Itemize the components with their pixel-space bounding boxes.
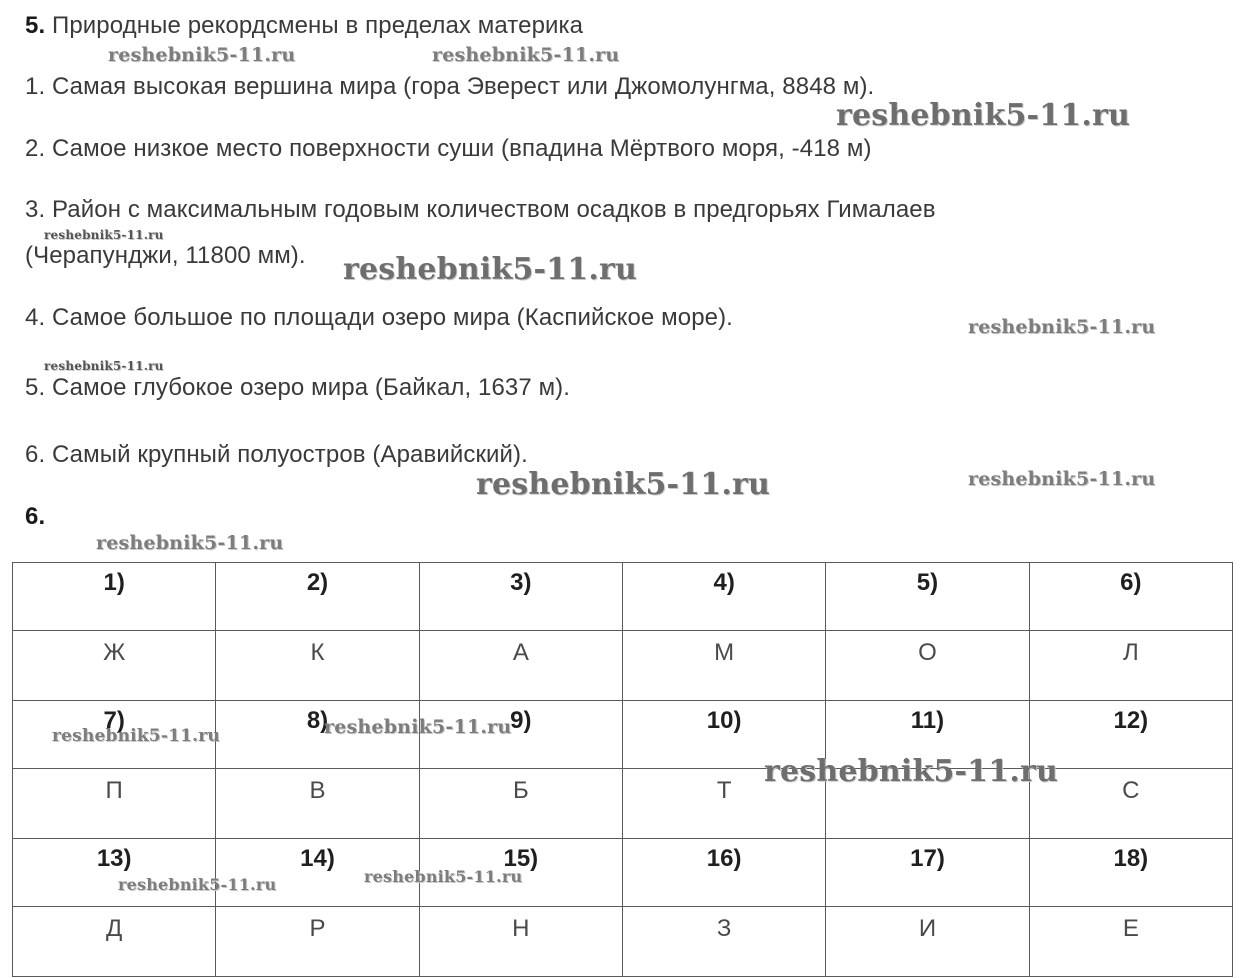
watermark: reshebnik5-11.ru <box>44 359 164 373</box>
watermark: reshebnik5-11.ru <box>764 754 1058 789</box>
grid-cell-label: 14) <box>216 839 419 907</box>
grid-cell-label: 8) <box>216 701 419 769</box>
grid-cell-label: 3) <box>419 563 622 631</box>
grid-cell-value: О <box>826 631 1029 701</box>
grid-cell-value: Р <box>216 907 419 977</box>
grid-cell-label: 12) <box>1029 701 1232 769</box>
grid-cell-label: 6) <box>1029 563 1232 631</box>
task5-number: 5. <box>25 12 46 39</box>
grid-cell-value: Б <box>419 769 622 839</box>
task5-item-2: 2. Самое низкое место поверхности суши (впадина Мёртвого моря, -418 м) <box>25 135 872 162</box>
grid-cell-label: 18) <box>1029 839 1232 907</box>
grid-cell-value: В <box>216 769 419 839</box>
grid-cell-value: Д <box>13 907 216 977</box>
grid-header-row <box>13 839 1233 907</box>
grid-cell-label: 7) <box>13 701 216 769</box>
grid-cell-label: 13) <box>13 839 216 907</box>
grid-cell-value: П <box>13 769 216 839</box>
watermark: reshebnik5-11.ru <box>476 467 770 502</box>
grid-cell-value: Н <box>419 907 622 977</box>
grid-cell-value: Т <box>622 769 825 839</box>
grid-cell-value: С <box>1029 769 1232 839</box>
grid-cell-value: Ж <box>13 631 216 701</box>
watermark: reshebnik5-11.ru <box>968 316 1156 338</box>
watermark: reshebnik5-11.ru <box>836 98 1130 133</box>
watermark: reshebnik5-11.ru <box>968 468 1156 490</box>
grid-cell-value: Е <box>1029 907 1232 977</box>
task5-heading <box>25 12 583 40</box>
grid-cell-label: 16) <box>622 839 825 907</box>
grid-cell-value: И <box>826 907 1029 977</box>
grid-cell-label: 4) <box>622 563 825 631</box>
task5-item-3: 3. Район с максимальным годовым количеством осадков в предгорьях Гималаев <box>25 196 936 223</box>
grid-cell-label: 11) <box>826 701 1029 769</box>
grid-cell-label: 1) <box>13 563 216 631</box>
watermark: reshebnik5-11.ru <box>432 44 620 66</box>
watermark: reshebnik5-11.ru <box>343 252 637 287</box>
watermark: reshebnik5-11.ru <box>52 726 220 746</box>
grid-cell-label: 2) <box>216 563 419 631</box>
task5-item-4: 4. Самое большое по площади озеро мира (Каспийское море). <box>25 304 733 331</box>
grid-cell-label: 15) <box>419 839 622 907</box>
grid-value-row <box>13 907 1233 977</box>
watermark: reshebnik5-11.ru <box>108 44 296 66</box>
watermark: reshebnik5-11.ru <box>118 875 277 894</box>
grid-cell-value: К <box>216 631 419 701</box>
task5-item-3-cont: (Черапунджи, 11800 мм). <box>25 242 306 269</box>
watermark: reshebnik5-11.ru <box>44 228 164 242</box>
task5-item-6: 6. Самый крупный полуостров (Аравийский). <box>25 441 528 468</box>
grid-cell-value: А <box>419 631 622 701</box>
grid-cell-value: М <box>622 631 825 701</box>
watermark: reshebnik5-11.ru <box>96 532 284 554</box>
task6-number: 6. <box>25 503 46 530</box>
grid-header-row <box>13 563 1233 631</box>
task5-title: Природные рекордсмены в пределах материка <box>52 12 584 39</box>
grid-cell-value: З <box>622 907 825 977</box>
grid-cell-label: 17) <box>826 839 1029 907</box>
grid-value-row <box>13 631 1233 701</box>
task5-item-1: 1. Самая высокая вершина мира (гора Эверест или Джомолунгма, 8848 м). <box>25 73 875 100</box>
task5-item-5: 5. Самое глубокое озеро мира (Байкал, 1637 м). <box>25 374 571 401</box>
watermark: reshebnik5-11.ru <box>324 716 512 738</box>
grid-cell-label: 9) <box>419 701 622 769</box>
watermark: reshebnik5-11.ru <box>364 867 523 886</box>
grid-cell-value: Л <box>1029 631 1232 701</box>
grid-cell-label: 5) <box>826 563 1029 631</box>
grid-cell-label: 10) <box>622 701 825 769</box>
